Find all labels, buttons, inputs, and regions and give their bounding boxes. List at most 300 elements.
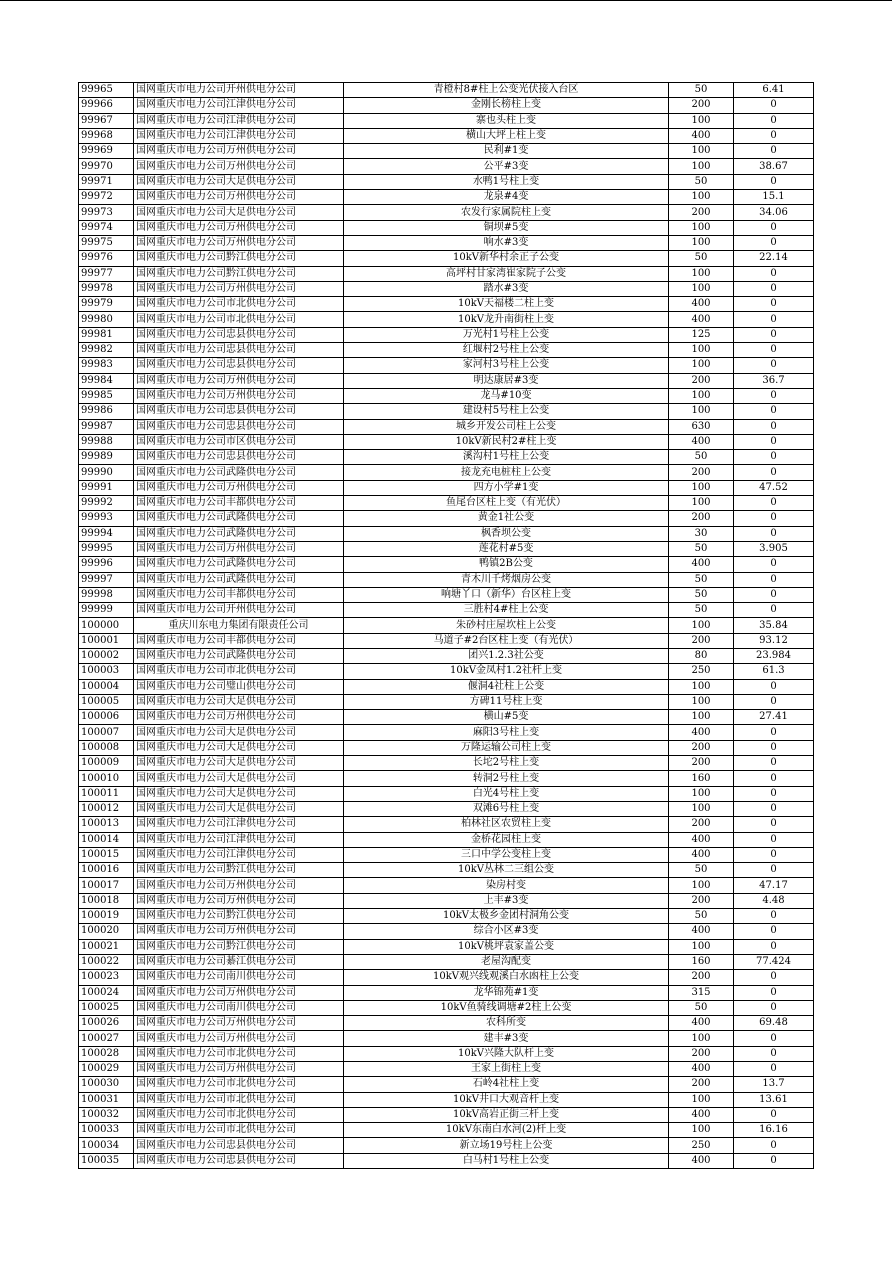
row-id-cell: 100006 [79, 710, 134, 725]
value-cell: 0 [734, 404, 814, 419]
transformer-name-cell: 10kV天福楼二柱上变 [344, 297, 669, 312]
company-cell: 国网重庆市电力公司黔江供电分公司 [134, 863, 344, 878]
table-row [79, 694, 814, 709]
capacity-cell: 200 [669, 817, 734, 832]
table-row [79, 878, 814, 893]
transformer-name-cell: 高坪村甘家湾崔家院子公变 [344, 266, 669, 281]
row-id-cell: 99996 [79, 557, 134, 572]
row-id-cell: 100035 [79, 1153, 134, 1168]
value-cell: 0 [734, 985, 814, 1000]
table-row [79, 98, 814, 113]
company-cell: 国网重庆市电力公司开州供电分公司 [134, 603, 344, 618]
value-cell: 0 [734, 970, 814, 985]
capacity-cell: 125 [669, 327, 734, 342]
value-cell: 36.7 [734, 373, 814, 388]
capacity-cell: 100 [669, 939, 734, 954]
table-row [79, 144, 814, 159]
value-cell: 0 [734, 1138, 814, 1153]
capacity-cell: 400 [669, 557, 734, 572]
table-row [79, 924, 814, 939]
capacity-cell: 100 [669, 480, 734, 495]
capacity-cell: 50 [669, 587, 734, 602]
value-cell: 4.48 [734, 893, 814, 908]
transformer-name-cell: 龙马#10变 [344, 388, 669, 403]
company-cell: 国网重庆市电力公司南川供电分公司 [134, 1000, 344, 1015]
value-cell: 0 [734, 1153, 814, 1168]
transformer-name-cell: 白马村1号柱上公变 [344, 1153, 669, 1168]
transformer-name-cell: 城乡开发公司柱上公变 [344, 419, 669, 434]
value-cell: 35.84 [734, 618, 814, 633]
company-cell: 国网重庆市电力公司大足供电分公司 [134, 725, 344, 740]
company-cell: 国网重庆市电力公司万州供电分公司 [134, 144, 344, 159]
table-row [79, 174, 814, 189]
transformer-name-cell: 红堰村2号柱上公变 [344, 343, 669, 358]
capacity-cell: 50 [669, 863, 734, 878]
company-cell: 国网重庆市电力公司大足供电分公司 [134, 740, 344, 755]
transformer-name-cell: 横山大坪上柱上变 [344, 128, 669, 143]
company-cell: 国网重庆市电力公司大足供电分公司 [134, 694, 344, 709]
value-cell: 0 [734, 863, 814, 878]
row-id-cell: 99966 [79, 98, 134, 113]
transformer-name-cell: 转洞2号柱上变 [344, 771, 669, 786]
table-row [79, 725, 814, 740]
capacity-cell: 100 [669, 496, 734, 511]
row-id-cell: 99986 [79, 404, 134, 419]
company-cell: 国网重庆市电力公司市北供电分公司 [134, 297, 344, 312]
row-id-cell: 99971 [79, 174, 134, 189]
table-row [79, 970, 814, 985]
table-row [79, 893, 814, 908]
row-id-cell: 100020 [79, 924, 134, 939]
table-row [79, 419, 814, 434]
value-cell: 0 [734, 98, 814, 113]
company-cell: 国网重庆市电力公司万州供电分公司 [134, 388, 344, 403]
value-cell: 0 [734, 909, 814, 924]
company-cell: 国网重庆市电力公司市北供电分公司 [134, 312, 344, 327]
capacity-cell: 50 [669, 450, 734, 465]
value-cell: 69.48 [734, 1016, 814, 1031]
capacity-cell: 250 [669, 1138, 734, 1153]
value-cell: 13.7 [734, 1077, 814, 1092]
row-id-cell: 100015 [79, 847, 134, 862]
company-cell: 国网重庆市电力公司万州供电分公司 [134, 985, 344, 1000]
company-cell: 国网重庆市电力公司武隆供电分公司 [134, 511, 344, 526]
company-cell: 国网重庆市电力公司市北供电分公司 [134, 1107, 344, 1122]
table-row [79, 312, 814, 327]
company-cell: 国网重庆市电力公司武隆供电分公司 [134, 572, 344, 587]
value-cell: 0 [734, 526, 814, 541]
capacity-cell: 200 [669, 1077, 734, 1092]
company-cell: 国网重庆市电力公司大足供电分公司 [134, 756, 344, 771]
table-row [79, 1062, 814, 1077]
transformer-name-cell: 民利#1变 [344, 144, 669, 159]
capacity-cell: 200 [669, 98, 734, 113]
value-cell: 0 [734, 266, 814, 281]
table-row [79, 541, 814, 556]
value-cell: 34.06 [734, 205, 814, 220]
table-row [79, 235, 814, 250]
value-cell: 0 [734, 235, 814, 250]
value-cell: 0 [734, 1062, 814, 1077]
company-cell: 国网重庆市电力公司黔江供电分公司 [134, 939, 344, 954]
transformer-name-cell: 白光4号柱上变 [344, 786, 669, 801]
transformer-name-cell: 鱼尾台区柱上变（有光伏） [344, 496, 669, 511]
capacity-cell: 200 [669, 511, 734, 526]
company-cell: 国网重庆市电力公司武隆供电分公司 [134, 648, 344, 663]
row-id-cell: 100016 [79, 863, 134, 878]
row-id-cell: 100013 [79, 817, 134, 832]
capacity-cell: 50 [669, 174, 734, 189]
capacity-cell: 200 [669, 1046, 734, 1061]
row-id-cell: 99990 [79, 465, 134, 480]
row-id-cell: 100023 [79, 970, 134, 985]
capacity-cell: 80 [669, 648, 734, 663]
value-cell: 0 [734, 358, 814, 373]
table-row [79, 801, 814, 816]
page-top-rule [0, 0, 892, 1]
transformer-name-cell: 枫香坝公变 [344, 526, 669, 541]
transformer-name-cell: 明达康居#3变 [344, 373, 669, 388]
table-row [79, 205, 814, 220]
row-id-cell: 100017 [79, 878, 134, 893]
capacity-cell: 100 [669, 878, 734, 893]
table-row [79, 251, 814, 266]
company-cell: 国网重庆市电力公司江津供电分公司 [134, 832, 344, 847]
transformer-name-cell: 青橙村8#柱上公变光伏接入台区 [344, 83, 669, 98]
value-cell: 0 [734, 297, 814, 312]
transformer-name-cell: 金桥花园柱上变 [344, 832, 669, 847]
row-id-cell: 99973 [79, 205, 134, 220]
transformer-name-cell: 龙华锦苑#1变 [344, 985, 669, 1000]
transformer-name-cell: 上丰#3变 [344, 893, 669, 908]
transformer-name-cell: 水鸭1号柱上变 [344, 174, 669, 189]
transformer-name-cell: 农科所变 [344, 1016, 669, 1031]
company-cell: 国网重庆市电力公司黔江供电分公司 [134, 909, 344, 924]
company-cell: 国网重庆市电力公司万州供电分公司 [134, 924, 344, 939]
transformer-name-cell: 石岭4社柱上变 [344, 1077, 669, 1092]
transformer-name-cell: 横山#5变 [344, 710, 669, 725]
capacity-cell: 400 [669, 128, 734, 143]
value-cell: 0 [734, 113, 814, 128]
transformer-name-cell: 响水#3变 [344, 235, 669, 250]
row-id-cell: 99972 [79, 190, 134, 205]
row-id-cell: 99977 [79, 266, 134, 281]
value-cell: 0 [734, 771, 814, 786]
value-cell: 6.41 [734, 83, 814, 98]
company-cell: 国网重庆市电力公司开州供电分公司 [134, 83, 344, 98]
table-row [79, 786, 814, 801]
company-cell: 国网重庆市电力公司市北供电分公司 [134, 1046, 344, 1061]
value-cell: 0 [734, 1107, 814, 1122]
row-id-cell: 99970 [79, 159, 134, 174]
transformer-name-cell: 朱砂村庄屋坎柱上公变 [344, 618, 669, 633]
capacity-cell: 400 [669, 924, 734, 939]
capacity-cell: 100 [669, 618, 734, 633]
table-row [79, 1107, 814, 1122]
company-cell: 国网重庆市电力公司大足供电分公司 [134, 786, 344, 801]
row-id-cell: 100028 [79, 1046, 134, 1061]
company-cell: 国网重庆市电力公司万州供电分公司 [134, 710, 344, 725]
capacity-cell: 200 [669, 756, 734, 771]
transformer-name-cell: 公平#3变 [344, 159, 669, 174]
transformer-name-cell: 三口中学公变柱上变 [344, 847, 669, 862]
value-cell: 0 [734, 756, 814, 771]
value-cell: 0 [734, 388, 814, 403]
capacity-cell: 400 [669, 725, 734, 740]
capacity-cell: 200 [669, 373, 734, 388]
row-id-cell: 100004 [79, 679, 134, 694]
table-row [79, 465, 814, 480]
transformer-name-cell: 老屋沟配变 [344, 954, 669, 969]
transformer-name-cell: 10kV鱼骑线调塘#2柱上公变 [344, 1000, 669, 1015]
capacity-cell: 100 [669, 358, 734, 373]
capacity-cell: 100 [669, 266, 734, 281]
company-cell: 国网重庆市电力公司万州供电分公司 [134, 281, 344, 296]
capacity-cell: 100 [669, 388, 734, 403]
capacity-cell: 100 [669, 113, 734, 128]
company-cell: 国网重庆市电力公司武隆供电分公司 [134, 465, 344, 480]
transformer-name-cell: 新立场19号柱上公变 [344, 1138, 669, 1153]
row-id-cell: 100032 [79, 1107, 134, 1122]
table-row [79, 1077, 814, 1092]
company-cell: 国网重庆市电力公司南川供电分公司 [134, 970, 344, 985]
table-row [79, 281, 814, 296]
company-cell: 国网重庆市电力公司万州供电分公司 [134, 893, 344, 908]
value-cell: 0 [734, 450, 814, 465]
company-cell: 国网重庆市电力公司綦江供电分公司 [134, 954, 344, 969]
value-cell: 23.984 [734, 648, 814, 663]
company-cell: 国网重庆市电力公司万州供电分公司 [134, 541, 344, 556]
company-cell: 国网重庆市电力公司江津供电分公司 [134, 113, 344, 128]
company-cell: 国网重庆市电力公司忠县供电分公司 [134, 450, 344, 465]
row-id-cell: 100001 [79, 633, 134, 648]
row-id-cell: 99985 [79, 388, 134, 403]
row-id-cell: 100009 [79, 756, 134, 771]
capacity-cell: 630 [669, 419, 734, 434]
row-id-cell: 99974 [79, 220, 134, 235]
transformer-name-cell: 长坨2号柱上变 [344, 756, 669, 771]
table-row [79, 496, 814, 511]
table-row [79, 388, 814, 403]
capacity-cell: 100 [669, 1123, 734, 1138]
table-row [79, 297, 814, 312]
row-id-cell: 100010 [79, 771, 134, 786]
transformer-name-cell: 家河村3号柱上公变 [344, 358, 669, 373]
company-cell: 国网重庆市电力公司黔江供电分公司 [134, 266, 344, 281]
row-id-cell: 99965 [79, 83, 134, 98]
table-row [79, 1092, 814, 1107]
transformer-name-cell: 铜坝#5变 [344, 220, 669, 235]
table-row [79, 985, 814, 1000]
row-id-cell: 99988 [79, 434, 134, 449]
company-cell: 国网重庆市电力公司市北供电分公司 [134, 1092, 344, 1107]
capacity-cell: 100 [669, 235, 734, 250]
transformer-name-cell: 王家上街柱上变 [344, 1062, 669, 1077]
row-id-cell: 100025 [79, 1000, 134, 1015]
row-id-cell: 100024 [79, 985, 134, 1000]
transformer-name-cell: 10kV新华村余正子公变 [344, 251, 669, 266]
transformer-name-cell: 10kV兴隆大队杆上变 [344, 1046, 669, 1061]
transformer-name-cell: 10kV龙升南街柱上变 [344, 312, 669, 327]
table-row [79, 1153, 814, 1168]
table-row [79, 128, 814, 143]
table-row [79, 572, 814, 587]
transformer-name-cell: 10kV东南白水河(2)杆上变 [344, 1123, 669, 1138]
company-cell: 国网重庆市电力公司江津供电分公司 [134, 128, 344, 143]
table-row [79, 679, 814, 694]
capacity-cell: 100 [669, 190, 734, 205]
value-cell: 47.52 [734, 480, 814, 495]
table-row [79, 1138, 814, 1153]
table-row [79, 618, 814, 633]
company-cell: 国网重庆市电力公司武隆供电分公司 [134, 557, 344, 572]
table-row [79, 1046, 814, 1061]
company-cell: 国网重庆市电力公司江津供电分公司 [134, 847, 344, 862]
table-row [79, 190, 814, 205]
company-cell: 国网重庆市电力公司江津供电分公司 [134, 817, 344, 832]
value-cell: 0 [734, 832, 814, 847]
value-cell: 0 [734, 847, 814, 862]
table-row [79, 587, 814, 602]
table-row [79, 434, 814, 449]
table-row [79, 1016, 814, 1031]
row-id-cell: 99967 [79, 113, 134, 128]
row-id-cell: 99969 [79, 144, 134, 159]
company-cell: 国网重庆市电力公司大足供电分公司 [134, 205, 344, 220]
row-id-cell: 99968 [79, 128, 134, 143]
transformer-name-cell: 10kV太极乡金团村洞角公变 [344, 909, 669, 924]
capacity-cell: 100 [669, 694, 734, 709]
value-cell: 16.16 [734, 1123, 814, 1138]
row-id-cell: 99978 [79, 281, 134, 296]
company-cell: 国网重庆市电力公司市北供电分公司 [134, 1077, 344, 1092]
company-cell: 国网重庆市电力公司丰都供电分公司 [134, 496, 344, 511]
row-id-cell: 99982 [79, 343, 134, 358]
row-id-cell: 100019 [79, 909, 134, 924]
table-row [79, 113, 814, 128]
table-row [79, 83, 814, 98]
row-id-cell: 100034 [79, 1138, 134, 1153]
table-row [79, 710, 814, 725]
capacity-cell: 100 [669, 220, 734, 235]
row-id-cell: 100027 [79, 1031, 134, 1046]
capacity-cell: 100 [669, 159, 734, 174]
value-cell: 0 [734, 174, 814, 189]
transformer-name-cell: 10kV桃坪袁家盖公变 [344, 939, 669, 954]
capacity-cell: 100 [669, 801, 734, 816]
capacity-cell: 400 [669, 1016, 734, 1031]
row-id-cell: 100003 [79, 664, 134, 679]
value-cell: 0 [734, 725, 814, 740]
value-cell: 0 [734, 801, 814, 816]
table-row [79, 1031, 814, 1046]
table-row [79, 220, 814, 235]
row-id-cell: 100021 [79, 939, 134, 954]
value-cell: 0 [734, 343, 814, 358]
transformer-name-cell: 麻阳3号柱上变 [344, 725, 669, 740]
transformer-name-cell: 踏水#3变 [344, 281, 669, 296]
row-id-cell: 99992 [79, 496, 134, 511]
company-cell: 国网重庆市电力公司忠县供电分公司 [134, 419, 344, 434]
value-cell: 77.424 [734, 954, 814, 969]
value-cell: 0 [734, 1046, 814, 1061]
transformer-name-cell: 响塘丫口（新华）台区柱上变 [344, 587, 669, 602]
value-cell: 0 [734, 327, 814, 342]
capacity-cell: 100 [669, 1031, 734, 1046]
company-cell: 国网重庆市电力公司丰都供电分公司 [134, 587, 344, 602]
row-id-cell: 99980 [79, 312, 134, 327]
transformer-name-cell: 龙泉#4变 [344, 190, 669, 205]
table-row [79, 740, 814, 755]
company-cell: 国网重庆市电力公司万州供电分公司 [134, 1016, 344, 1031]
value-cell: 3.905 [734, 541, 814, 556]
table-row [79, 450, 814, 465]
transformer-name-cell: 10kV观兴线观溪白水凼柱上公变 [344, 970, 669, 985]
row-id-cell: 99991 [79, 480, 134, 495]
row-id-cell: 100026 [79, 1016, 134, 1031]
transformer-name-cell: 建设村5号柱上公变 [344, 404, 669, 419]
company-cell: 国网重庆市电力公司万州供电分公司 [134, 235, 344, 250]
value-cell: 0 [734, 572, 814, 587]
table-row [79, 863, 814, 878]
row-id-cell: 99979 [79, 297, 134, 312]
row-id-cell: 99984 [79, 373, 134, 388]
company-cell: 国网重庆市电力公司丰都供电分公司 [134, 633, 344, 648]
capacity-cell: 100 [669, 343, 734, 358]
company-cell: 国网重庆市电力公司忠县供电分公司 [134, 327, 344, 342]
table-row [79, 266, 814, 281]
transformer-name-cell: 10kV井口大观音杆上变 [344, 1092, 669, 1107]
transformer-name-cell: 10kV金凤村1.2社杆上变 [344, 664, 669, 679]
company-cell: 国网重庆市电力公司万州供电分公司 [134, 190, 344, 205]
transformer-name-cell: 综合小区#3变 [344, 924, 669, 939]
company-cell: 国网重庆市电力公司忠县供电分公司 [134, 343, 344, 358]
capacity-cell: 50 [669, 603, 734, 618]
company-cell: 国网重庆市电力公司黔江供电分公司 [134, 251, 344, 266]
table-row [79, 159, 814, 174]
transformer-name-cell: 金刚长榜柱上变 [344, 98, 669, 113]
transformer-name-cell: 马道子#2台区柱上变（有光伏） [344, 633, 669, 648]
row-id-cell: 99976 [79, 251, 134, 266]
table-row [79, 909, 814, 924]
value-cell: 0 [734, 1031, 814, 1046]
transformer-name-cell: 鸭镇2B公变 [344, 557, 669, 572]
value-cell: 61.3 [734, 664, 814, 679]
capacity-cell: 400 [669, 847, 734, 862]
value-cell: 22.14 [734, 251, 814, 266]
table-row [79, 404, 814, 419]
company-cell: 国网重庆市电力公司万州供电分公司 [134, 878, 344, 893]
company-cell: 国网重庆市电力公司大足供电分公司 [134, 801, 344, 816]
capacity-cell: 400 [669, 312, 734, 327]
capacity-cell: 50 [669, 1000, 734, 1015]
capacity-cell: 100 [669, 710, 734, 725]
table-row [79, 756, 814, 771]
transformer-name-cell: 双滩6号柱上变 [344, 801, 669, 816]
row-id-cell: 99983 [79, 358, 134, 373]
capacity-cell: 160 [669, 954, 734, 969]
row-id-cell: 100008 [79, 740, 134, 755]
value-cell: 0 [734, 694, 814, 709]
company-cell: 国网重庆市电力公司忠县供电分公司 [134, 1153, 344, 1168]
capacity-cell: 200 [669, 633, 734, 648]
value-cell: 0 [734, 220, 814, 235]
row-id-cell: 100002 [79, 648, 134, 663]
row-id-cell: 100029 [79, 1062, 134, 1077]
value-cell: 0 [734, 557, 814, 572]
table-row [79, 664, 814, 679]
company-cell: 国网重庆市电力公司大足供电分公司 [134, 771, 344, 786]
